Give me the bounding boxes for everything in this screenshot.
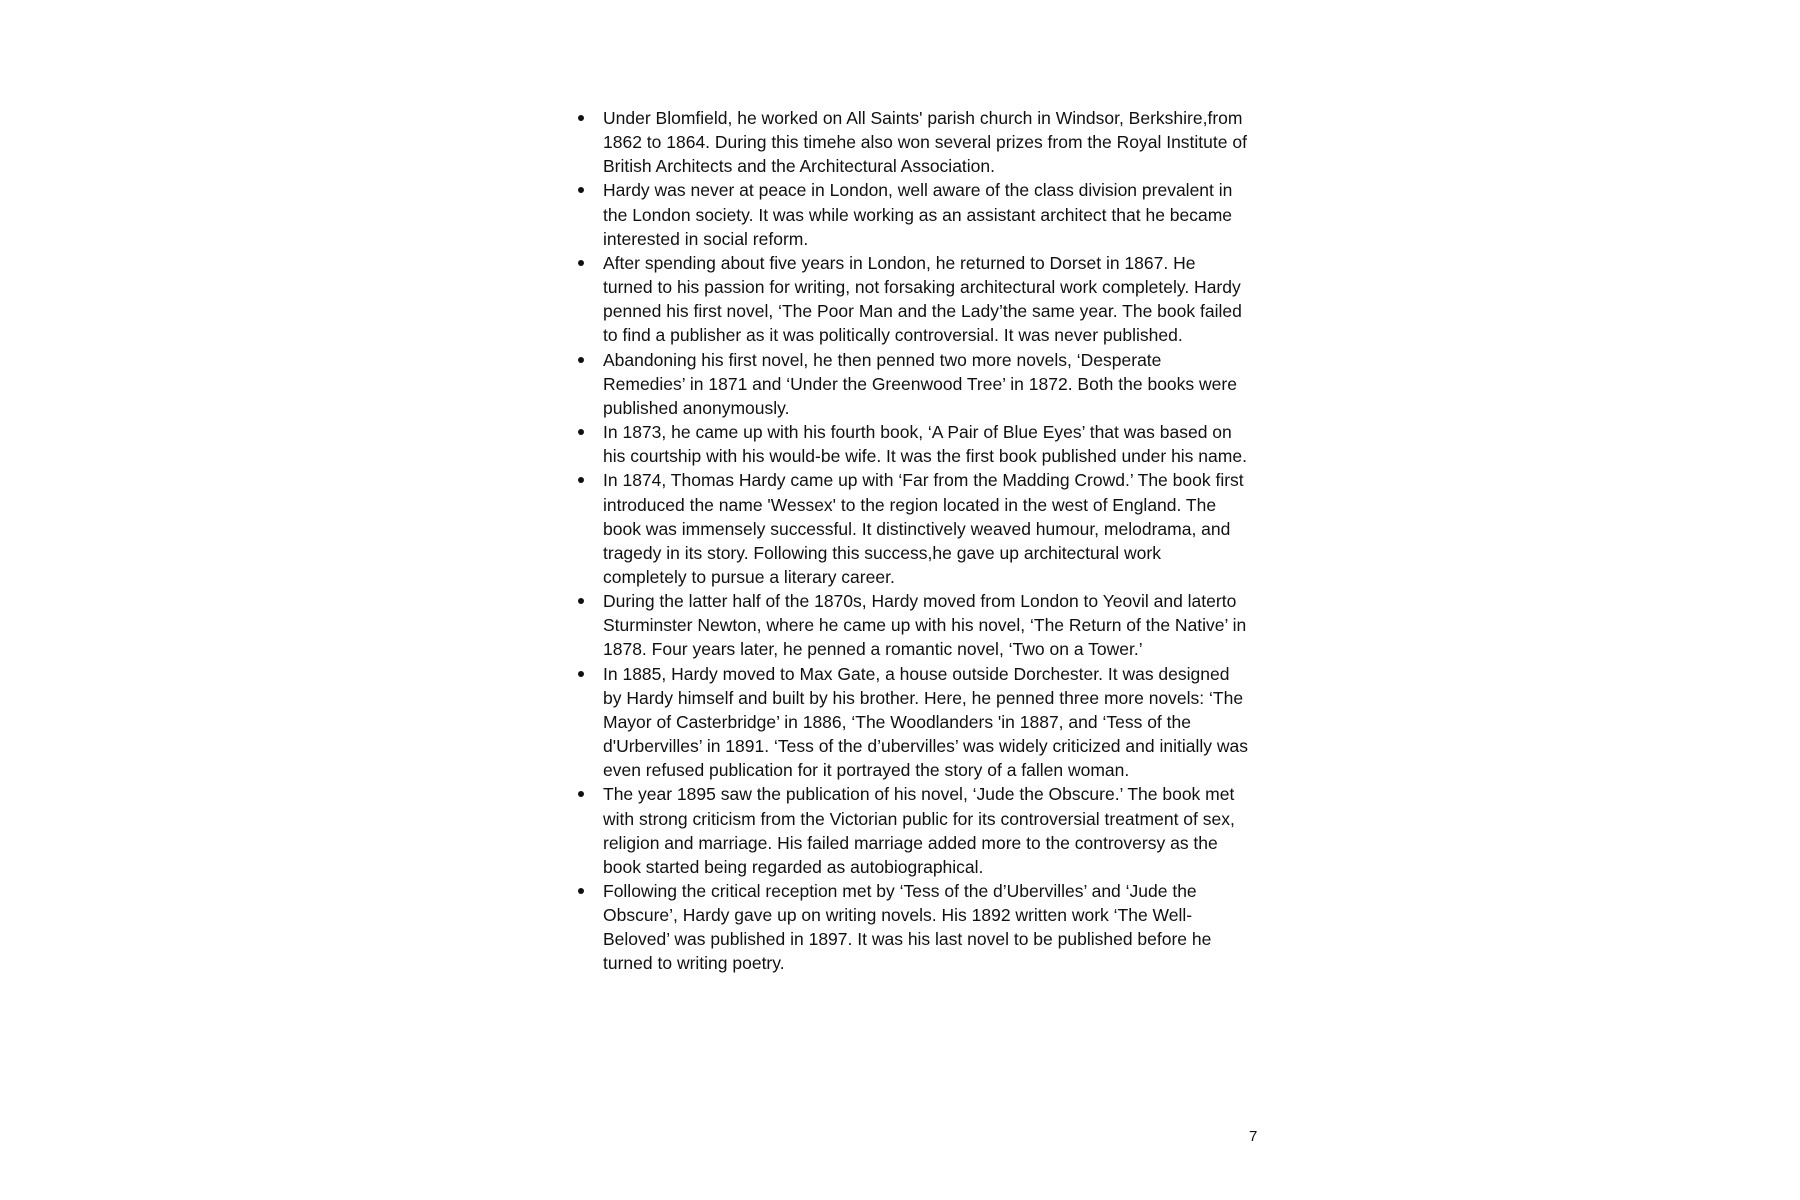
list-item (568, 178, 1248, 250)
list-item-text: Under Blomfield, he worked on All Saints' parish church in Windsor, Berkshire,from 1862 to 1864. During this timehe also won several prizes from the Royal Institute of British Architects and the Architectural Association. (603, 108, 1247, 177)
page-number: 7 (1249, 1128, 1258, 1145)
list-item (568, 879, 1248, 976)
list-item (568, 782, 1248, 879)
list-item (568, 348, 1248, 420)
bullet-icon (578, 260, 584, 266)
list-item-text: Following the critical reception met by ‘Tess of the d’Ubervilles’ and ‘Jude the Obscure’, Hardy gave up on writing novels. His 1892 written work ‘The Well-Beloved’ was published in 1897. It was his last novel to be published before he turned to writing poetry. (603, 881, 1212, 974)
list-item (568, 468, 1248, 589)
bullet-icon (578, 791, 584, 797)
list-item-text: After spending about five years in London, he returned to Dorset in 1867. He turned to his passion for writing, not forsaking architectural work completely. Hardy penned his first novel, ‘The Poor Man and the Lady’the same year. The book failed to find a publisher as it was politically controversial. It was never published. (603, 252, 1242, 346)
list-item-text: Abandoning his first novel, he then penned two more novels, ‘Desperate Remedies’ in 1871 and ‘Under the Greenwood Tree’ in 1872. Both the books were published anonymously. (603, 349, 1237, 418)
list-item (568, 420, 1248, 468)
list-item (568, 589, 1248, 661)
list-item-text: Hardy was never at peace in London, well aware of the class division prevalent in the London society. It was while working as an assistant architect that he became interested in social reform. (603, 180, 1233, 249)
list-item-text: In 1885, Hardy moved to Max Gate, a house outside Dorchester. It was designed by Hardy himself and built by his brother. Here, he penned three more novels: ‘The Mayor of Casterbridge’ in 1886, ‘The Woodlanders 'in 1887, and ‘Tess of the d'Urbervilles’ in 1891. ‘Tess of the d’ubervilles’ was widely criticized and initially was even refused publication for it portrayed the story of a fallen woman. (603, 663, 1248, 781)
bullet-icon (578, 671, 584, 677)
list-item (568, 662, 1248, 783)
bullet-list (568, 106, 1248, 976)
bullet-icon (578, 598, 584, 604)
list-item-text: In 1873, he came up with his fourth book, ‘A Pair of Blue Eyes’ that was based on his courtship with his would-be wife. It was the first book published under his name. (603, 422, 1247, 467)
list-item-text: The year 1895 saw the publication of his novel, ‘Jude the Obscure.’ The book met with strong criticism from the Victorian public for its controversial treatment of sex, religion and marriage. His failed marriage added more to the controversy as the book started being regarded as autobiographical. (603, 784, 1235, 877)
bullet-icon (578, 357, 584, 363)
bullet-icon (578, 115, 584, 121)
bullet-icon (578, 187, 584, 193)
bullet-icon (578, 888, 584, 894)
list-item (568, 106, 1248, 178)
bullet-icon (578, 477, 584, 483)
list-item-text: In 1874, Thomas Hardy came up with ‘Far from the Madding Crowd.’ The book first introduced the name 'Wessex' to the region located in the west of England. The book was immensely successful. It distinctively weaved humour, melodrama, and tragedy in its story. Following this success,he gave up architectural work completely to pursue a literary career. (603, 470, 1244, 587)
bullet-icon (578, 429, 584, 435)
list-item-text: During the latter half of the 1870s, Hardy moved from London to Yeovil and laterto Sturminster Newton, where he came up with his novel, ‘The Return of the Native’ in 1878. Four years later, he penned a romantic novel, ‘Two on a Tower.’ (603, 591, 1247, 660)
list-item (568, 251, 1248, 348)
